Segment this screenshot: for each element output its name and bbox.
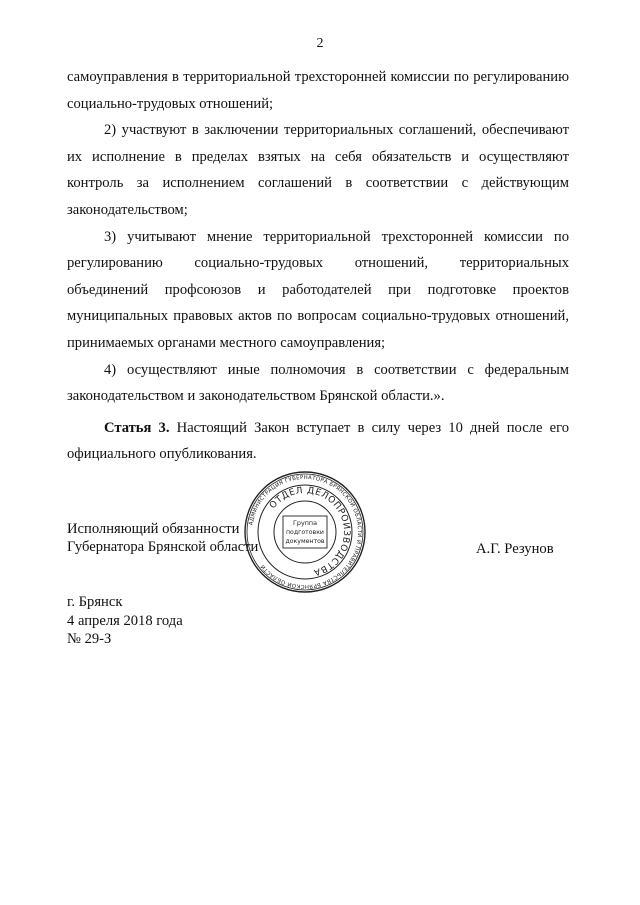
article-3-label: Статья 3.: [104, 419, 170, 436]
law-body-text: [67, 64, 569, 468]
article-3-text: Настоящий Закон вступает в силу через 10 дней после его официального опубликования.: [67, 419, 569, 463]
paragraph-item-3: 3) учитывают мнение территориальной трехсторонней комиссии по регулированию социально-трудовых отношений, территориальных объединений профсоюзов и работодателей при подготовке проектов муниципальных правовых актов по вопросам социально-трудовых отношений, принимаемых органами местного самоуправления;: [67, 228, 569, 351]
seal-center-line2: подготовки: [286, 529, 324, 536]
paragraph-continuation: самоуправления в территориальной трехсторонней комиссии по регулированию социально-трудовых отношений;: [67, 69, 569, 112]
signature-title-line2: Губернатора Брянской области: [67, 539, 259, 555]
footer-law-number: № 29-З: [67, 631, 112, 647]
footer-city: г. Брянск: [67, 594, 123, 610]
seal-center-line3: документов: [285, 538, 325, 545]
official-seal-stamp: [243, 470, 367, 594]
footer-date: 4 апреля 2018 года: [67, 612, 183, 629]
seal-inner-ring-text: ОТДЕЛ ДЕЛОПРОИЗВОДСТВА: [268, 485, 352, 578]
signature-title-line1: Исполняющий обязанности: [67, 521, 240, 537]
signatory-name: А.Г. Резунов: [476, 541, 554, 557]
document-footer: [67, 593, 183, 649]
seal-outer-ring-text: АДМИНИСТРАЦИЯ ГУБЕРНАТОРА БРЯНСКОЙ ОБЛАСТИ И ПРАВИТЕЛЬСТВА БРЯНСКОЙ ОБЛАСТИ: [248, 474, 363, 590]
paragraph-item-4: 4) осуществляют иные полномочия в соответствии с федеральным законодательством и законодательством Брянской области.».: [67, 361, 569, 405]
page-number: 2: [316, 36, 324, 51]
seal-graphic: [243, 470, 367, 594]
seal-center-line1: Группа: [292, 519, 318, 527]
article-3-paragraph: [67, 415, 569, 468]
paragraph-item-2: 2) участвуют в заключении территориальных соглашений, обеспечивают их исполнение в пределах взятых на себя обязательств и осуществляют контроль за исполнением соглашений в соответствии с действующим законодательством;: [67, 122, 569, 218]
